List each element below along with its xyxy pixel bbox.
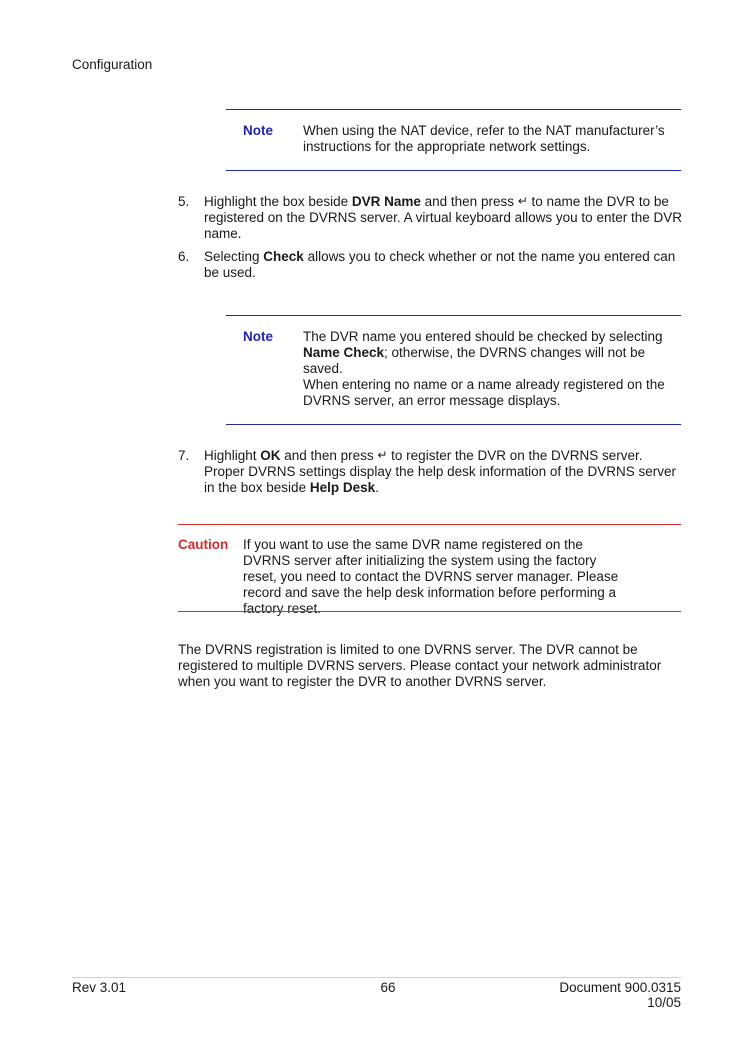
name-check-term: Name Check bbox=[303, 345, 385, 360]
note-bottom-rule bbox=[226, 424, 681, 425]
step-5-text: Highlight the box beside DVR Name and then press ↵ to name the DVR to be registered on the DVRNS server. A virtual keyboard allows you to enter the DVR name. bbox=[204, 194, 682, 241]
caution-label: Caution bbox=[178, 537, 229, 552]
caution-bottom-rule bbox=[178, 611, 681, 612]
step-6-text: Selecting Check allows you to check whether or not the name you entered can be used. bbox=[204, 249, 676, 280]
caution-text: If you want to use the same DVR name registered on the DVRNS server after initializing the system using the factory reset, you need to contact the DVRNS server manager. Please record and save the help desk information before performing a factory reset. bbox=[243, 537, 619, 616]
ok-term: OK bbox=[260, 448, 281, 463]
step-7-text: Highlight OK and then press ↵ to register the DVR on the DVRNS server. Proper DVRNS settings display the help desk information of the DVRNS server in the box beside Help Desk. bbox=[204, 448, 676, 495]
document-date: 10/05 bbox=[647, 995, 681, 1010]
dvr-name-term: DVR Name bbox=[351, 194, 421, 209]
note-label: Note bbox=[243, 329, 273, 344]
step-number: 5. bbox=[178, 194, 190, 209]
note-text: When entering no name or a name already registered on the DVRNS server, an error message displays. bbox=[303, 377, 665, 408]
check-term: Check bbox=[263, 249, 304, 264]
note-label: Note bbox=[243, 123, 273, 138]
note-top-rule bbox=[226, 315, 681, 316]
note-text: The DVR name you entered should be checked by selecting Name Check; otherwise, the DVRNS changes will not be saved. bbox=[303, 329, 663, 376]
running-header: Configuration bbox=[72, 57, 153, 72]
step-number: 6. bbox=[178, 249, 190, 264]
note-bottom-rule bbox=[226, 170, 681, 171]
footer-rule bbox=[72, 977, 681, 978]
page-number: 66 bbox=[380, 980, 396, 995]
enter-key-icon: ↵ bbox=[517, 194, 528, 208]
note-top-rule bbox=[226, 109, 681, 110]
caution-top-rule bbox=[178, 524, 681, 525]
note-text: When using the NAT device, refer to the NAT manufacturer’s instructions for the appropriate network settings. bbox=[303, 123, 665, 154]
closing-paragraph: The DVRNS registration is limited to one DVRNS server. The DVR cannot be registered to multiple DVRNS servers. Please contact your network administrator when you want to register the DVR to another DVRNS server. bbox=[178, 642, 662, 689]
document-number: Document 900.0315 bbox=[559, 980, 681, 995]
footer-revision: Rev 3.01 bbox=[72, 980, 127, 995]
help-desk-term: Help Desk bbox=[309, 480, 376, 495]
enter-key-icon: ↵ bbox=[377, 448, 388, 462]
step-number: 7. bbox=[178, 448, 190, 463]
